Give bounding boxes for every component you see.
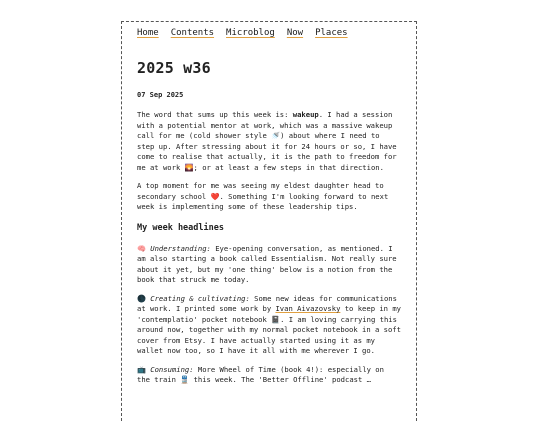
post-date: 07 Sep 2025 bbox=[137, 91, 184, 99]
nav-places-link[interactable]: Places bbox=[315, 28, 348, 38]
creating-label: Creating & cultivating: bbox=[150, 293, 250, 303]
blog-page bbox=[121, 21, 417, 421]
understanding-label: Understanding: bbox=[150, 243, 211, 253]
headlines-heading: My week headlines bbox=[137, 222, 224, 233]
creating-text-b: to keep in my 'contemplatio' pocket notebook 📓. I am loving carrying this around now, together with my normal pocket notebook in a soft cover from Etsy. I have actually started using it as my wallet now too, so I have it all with me wherever I go. bbox=[137, 304, 401, 355]
intro-text-after: . I had a session with a potential mentor at work, which was a massive wakeup call for me (cold shower style 🚿) about where I need to step up. After stressing about it for 24 hours or so, I have come to realise that actually, it is the path to freedom for me at work 🌄; or at least a few steps in that direction. bbox=[137, 110, 397, 172]
tv-icon: 📺 bbox=[137, 364, 146, 374]
understanding-text: Eye-opening conversation, as mentioned. I am also starting a book called Essentialism. Not really sure about it yet, but my 'one thing' below is a notion from the book that struck me today. bbox=[137, 243, 397, 284]
circle-icon: 🌑 bbox=[137, 293, 146, 303]
consuming-label: Consuming: bbox=[150, 364, 194, 374]
post-title: 2025 w36 bbox=[137, 59, 211, 77]
brain-icon: 🧠 bbox=[137, 243, 146, 253]
intro-text-before: The word that sums up this week is: bbox=[137, 110, 293, 119]
nav-contents-link[interactable]: Contents bbox=[170, 28, 215, 38]
nav-now-link[interactable]: Now bbox=[286, 28, 304, 38]
top-moment-paragraph: A top moment for me was seeing my eldest daughter head to secondary school ❤️. Something I'm looking forward to next week is implementing some of these leadership tips. bbox=[137, 181, 389, 211]
headline-consuming bbox=[137, 365, 401, 386]
site-nav bbox=[137, 27, 401, 39]
nav-microblog-link[interactable]: Microblog bbox=[226, 28, 275, 38]
consuming-text: More Wheel of Time (book 4!): especially on the train 🚆 this week. The 'Better Offline' podcast … bbox=[137, 364, 384, 384]
keyword-wakeup: wakeup bbox=[292, 110, 319, 119]
nav-home-link[interactable]: Home bbox=[137, 28, 159, 38]
headline-understanding bbox=[137, 244, 401, 286]
headline-creating bbox=[137, 294, 401, 357]
creating-text-a: Some new ideas for communications at work. I printed some work by bbox=[137, 293, 397, 313]
aivazovsky-link[interactable]: Ivan Aivazovsky bbox=[275, 304, 341, 313]
intro-paragraph bbox=[137, 110, 401, 173]
